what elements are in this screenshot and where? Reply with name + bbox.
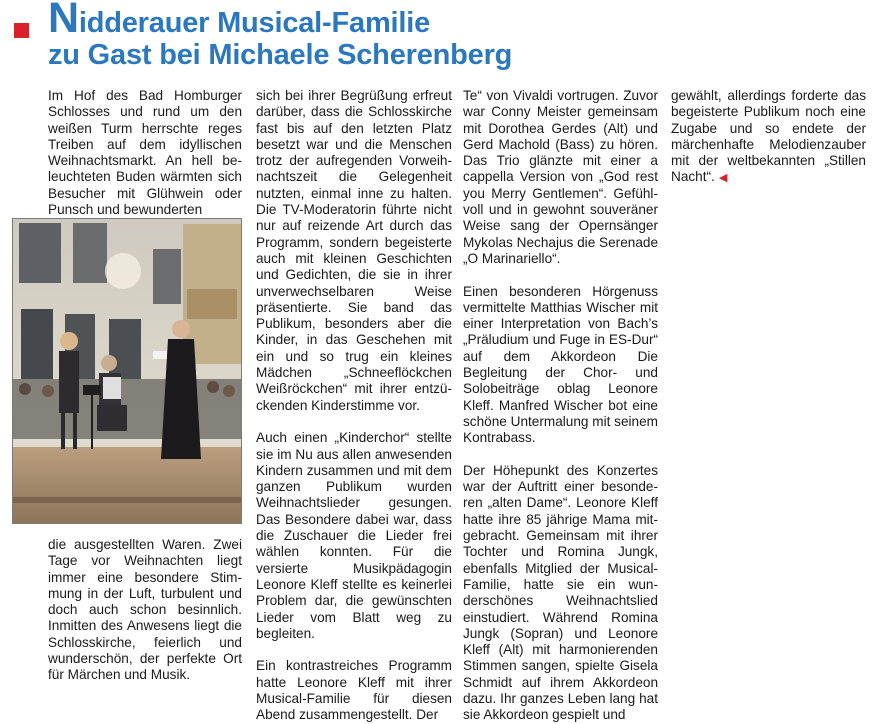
paragraph: [671, 88, 866, 187]
title-line-1-text: idderauer Musical-Familie: [78, 7, 431, 39]
column-1-bottom: [48, 537, 242, 684]
paragraph: Einen besonderen Hörgenuss vermittelte Matthias Wischer mit einer Interpretation von Bach’s „Präludium und Fuge in ES-Dur“ auf dem Akkordeon Die Begleitung der Chor- und Solobeiträge oblag Leonore Kleff. Manfred Wischer bot eine schöne Untermalung mit seinem Kontrabass.: [463, 283, 658, 446]
left-arrow-icon: ◀: [718, 172, 728, 185]
paragraph: Auch einen „Kinderchor“ stellte sie im Nu aus allen anwesenden Kindern zusammen und mit dem ganzen Publikum wurden Weihnachtslieder gesungen. Das Besondere dabei war, dass die Zuschauer die Lieder frei wählen konnten. Für die versierte Musikpädagogin Leonore Kleff stellte es keinerlei Problem dar, die gewünschten Lieder vom Blatt weg zu begleiten.: [256, 430, 452, 641]
column-4: [671, 88, 866, 187]
concert-photo: [12, 218, 242, 524]
closing-text: gewählt, allerdings forderte das begeisterte Publikum noch eine Zugabe und so endete der märchenhafte Melodienzauber mit der weltbekannten „Stillen Nacht“.: [671, 88, 866, 185]
column-2: [256, 88, 452, 724]
paragraph: sich bei ihrer Begrüßung erfreut darüber, dass die Schlosskirche fast bis auf den letzten Platz besetzt war und die Menschen trotz der aufregenden Vorweihnachtszeit die Gelegenheit nutzten, einmal inne zu halten. Die TV-Moderatorin führte nicht nur auf reizende Art durch das Programm, sondern begeisterte auch mit kleinen Geschichten und Gedichten, die sie in ihrer unverwechselbaren Weise präsentierte. Sie band das Publikum, besonders aber die Kinder, in das Geschehen mit ein und so trug ein kleines Mädchen „Schneeflöckchen Weißröckchen“ mit ihrer entzückenden Kinderstimme vor.: [256, 88, 452, 413]
concert-photo-image: [13, 219, 241, 523]
article-title: [48, 2, 512, 71]
title-line-2: zu Gast bei Michaele Scherenberg: [48, 39, 513, 71]
column-3: [463, 88, 658, 724]
paragraph: Im Hof des Bad Homburger Schlosses und rund um den weißen Turm herrschte reges Treiben auf dem idyllischen Weihnachtsmarkt. An hell beleuchteten Buden wärmten sich Besucher mit Glühwein oder Punsch und bewunderten: [48, 88, 242, 218]
title-initial: N: [48, 0, 79, 42]
paragraph: Ein kontrastreiches Programm hatte Leonore Kleff mit ihrer Musical-Familie für diesen Abend zusammengestellt. Der: [256, 658, 452, 723]
section-marker-icon: [14, 23, 29, 38]
paragraph: Der Höhepunkt des Konzertes war der Auftritt einer besonderen „alten Dame“. Leonore Kleff hatte ihre 85 jährige Mama mitgebracht. Gemeinsam mit ihrer Tochter und Romina Jungk, ebenfalls Mitglied der Musical-Familie, hatte sie ein wunderschönes Weihnachtslied einstudiert. Während Romina Jungk (Sopran) und Leonore Kleff (Alt) mit harmonierenden Stimmen sangen, spielte Gisela Schmidt auf ihrem Akkordeon dazu. Ihr ganzes Leben lang hat sie Akkordeon gespielt und: [463, 462, 658, 723]
paragraph: die ausgestellten Waren. Zwei Tage vor Weihnachten liegt immer eine besondere Stimmung in der Luft, turbulent und doch auch schon besinnlich. Inmitten des Anwesens liegt die Schlosskirche, feierlich und wunderschön, der perfekte Ort für Märchen und Musik.: [48, 537, 242, 683]
title-line-1: [48, 0, 512, 42]
paragraph: Te“ von Vivaldi vortrugen. Zuvor war Conny Meister gemeinsam mit Dorothea Gerdes (Alt) und Gerd Machold (Bass) zu hören. Das Trio glänzte mit einer a cappella Version von „God rest you Merry Gentlemen“. Gefühlvoll und in gewohnt souveräner Weise sang der Opernsänger Mykolas Nechajus die Serenade „O Marinariello“.: [463, 88, 658, 266]
column-1-top: [48, 88, 242, 218]
